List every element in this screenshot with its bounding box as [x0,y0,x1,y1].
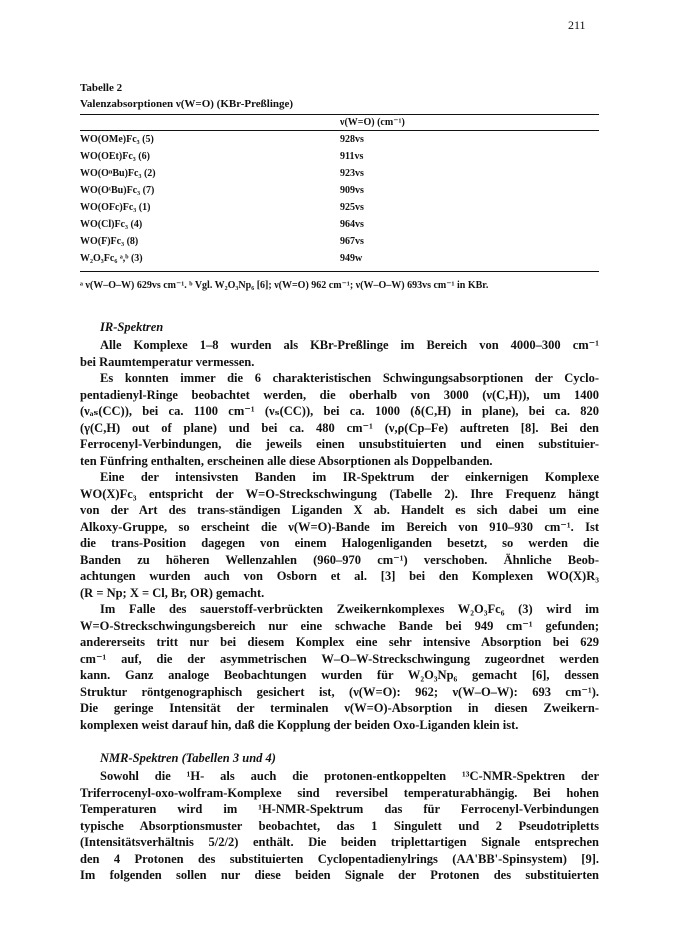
text-line: Struktur röntgenographisch gesichert ist, (ν(W=O): 962; ν(W–O–W): 693 cm⁻¹). [80,684,599,699]
table-cell-compound: WO(OⁿBu)Fc₃ (2) [80,168,156,179]
text-line: von der Art des trans-ständigen Liganden X ab. Handelt es sich dabei um eine [80,503,599,517]
section-heading-nmr: NMR-Spektren (Tabellen 3 und 4) [100,751,276,765]
text-line: Temperaturen wird im ¹H-NMR-Spektrum das für Ferrocenyl-Verbindungen [80,802,599,816]
page-number: 211 [568,18,586,32]
table-cell-value: 967vs [340,236,364,247]
text-line: ten Fünfring enthalten, erscheinen alle diese Absorptionen als Doppelbanden. [80,453,493,468]
text-line: W=O-Streckschwingungsbereich nur eine schwache Bande bei 949 cm⁻¹ gefunden; [80,618,599,633]
text-line: Im Falle des sauerstoff-verbrückten Zweikernkomplexes W₂O₃Fc₆ (3) wird im [100,602,599,616]
text-line: Es konnten immer die 6 charakteristischen Schwingungsabsorptionen der Cyclo- [100,371,599,385]
table-cell-value: 928vs [340,134,364,145]
text-line: komplexen weist darauf hin, daß die Kopplung der beiden Oxo-Liganden klein ist. [80,717,519,732]
text-line: Triferrocenyl-oxo-wolfram-Komplexe sind reversibel temperaturabhängig. Bei hohen [80,785,599,800]
text-line: (Intensitätsverhältnis 5/2/2) enthält. Die beiden triplettartigen Signale entsprechen [80,835,599,849]
section-heading-ir: IR-Spektren [100,320,164,334]
text-line: den 4 Protonen des substituierten Cyclopentadienylrings (AA'BB'-Spinsystem) [9]. [80,851,599,866]
table-cell-compound: W₂O₃Fc₆ ᵃ,ᵇ (3) [80,253,143,264]
table-cell-compound: WO(F)Fc₃ (8) [80,236,139,247]
table-row [80,236,599,249]
table-row [80,253,599,266]
table-caption-label: Tabelle 2 [80,82,123,94]
text-line: (R = Np; X = Cl, Br, OR) gemacht. [80,585,265,600]
table-cell-value: 909vs [340,185,364,196]
table-cell-compound: WO(Cl)Fc₃ (4) [80,219,143,230]
table-caption-title: Valenzabsorptionen ν(W=O) (KBr-Preßlinge) [80,98,294,110]
text-line: kann. Ganz analoge Beobachtungen wurden für W₂O₃Np₆ gemacht [6], dessen [80,668,599,682]
table-cell-value: 925vs [340,202,364,213]
table-top-rule [80,114,599,115]
table-cell-value: 949w [340,253,363,264]
text-line: Eine der intensivsten Banden im IR-Spektrum der einkernigen Komplexe [100,470,599,484]
table-cell-value: 964vs [340,219,364,230]
text-line: achtungen wurden auch von Osborn et al. [3] bei den Komplexen WO(X)R₃ [80,569,599,583]
text-line: cm⁻¹ auf, die der asymmetrischen W–O–W-Streckschwingung zugeordnet werden [80,651,599,666]
nmr-text [80,768,599,884]
table-cell-value: 911vs [340,151,364,162]
table-bottom-rule [80,271,599,272]
text-line: Sowohl die ¹H- als auch die protonen-entkoppelten ¹³C-NMR-Spektren der [100,769,599,783]
ir-text [80,337,599,733]
table-cell-compound: WO(OEt)Fc₃ (6) [80,151,150,162]
text-line: pentadienyl-Ringe beobachtet werden, die oberhalb von 3000 (ν(C,H)), um 1400 [80,387,599,402]
table-row [80,185,599,198]
table-row [80,168,599,181]
text-line: Ferrocenyl-Verbindungen, die jeweils einen unsubstituierten und einen substituier- [80,437,599,451]
table-cell-value: 923vs [340,168,364,179]
text-line: (γ(C,H) out of plane) und bei ca. 480 cm⁻¹ (ν,ρ(Cp–Fe) auftreten [8]. Bei den [80,420,599,435]
text-line: Alkoxy-Gruppe, so erscheint die ν(W=O)-Bande im Bereich von 910–930 cm⁻¹. Ist [80,519,599,534]
text-line: WO(X)Fc₃ entspricht der W=O-Streckschwingung (Tabelle 2). Ihre Frequenz hängt [80,486,599,501]
text-line: Banden zu höheren Wellenzahlen (960–970 cm⁻¹) verschoben. Ähnliche Beob- [80,552,599,567]
table-cell-compound: WO(OFc)Fc₃ (1) [80,202,151,213]
table-column-header: ν(W=O) (cm⁻¹) [340,117,405,128]
table-row [80,151,599,164]
table-header-rule [80,130,599,131]
text-line: Alle Komplexe 1–8 wurden als KBr-Preßlinge im Bereich von 4000–300 cm⁻¹ [100,338,599,352]
text-line: die trans-Position dagegen von einem Halogenliganden besetzt, so werden die [80,536,599,550]
table-cell-compound: WO(OMe)Fc₃ (5) [80,134,154,145]
table-row [80,202,599,215]
table-row [80,134,599,147]
text-line: (νₐₛ(CC)), bei ca. 1100 cm⁻¹ (νₛ(CC)), bei ca. 1000 (δ(C,H) in plane), bei ca. 820 [80,404,599,418]
text-line: Im folgenden sollen nur diese beiden Signale der Protonen des substituierten [80,868,599,882]
text-line: andererseits tritt nur bei diesem Komplex eine sehr intensive Absorption bei 629 [80,635,599,649]
text-line: typische Absorptionsmuster beobachtet, das 1 Singulett und 2 Pseudotripletts [80,818,599,833]
table-cell-compound: WO(OᵗBu)Fc₃ (7) [80,185,155,196]
table-row [80,219,599,232]
text-line: bei Raumtemperatur vermessen. [80,354,255,369]
text-line: Die geringe Intensität der terminalen ν(W=O)-Absorption in diesen Zweikern- [80,701,599,715]
table-footnote: ᵃ ν(W–O–W) 629vs cm⁻¹. ᵇ Vgl. W₂O₃Np₆ [6]; ν(W=O) 962 cm⁻¹; ν(W–O–W) 693vs cm⁻¹ in KBr. [80,280,489,291]
